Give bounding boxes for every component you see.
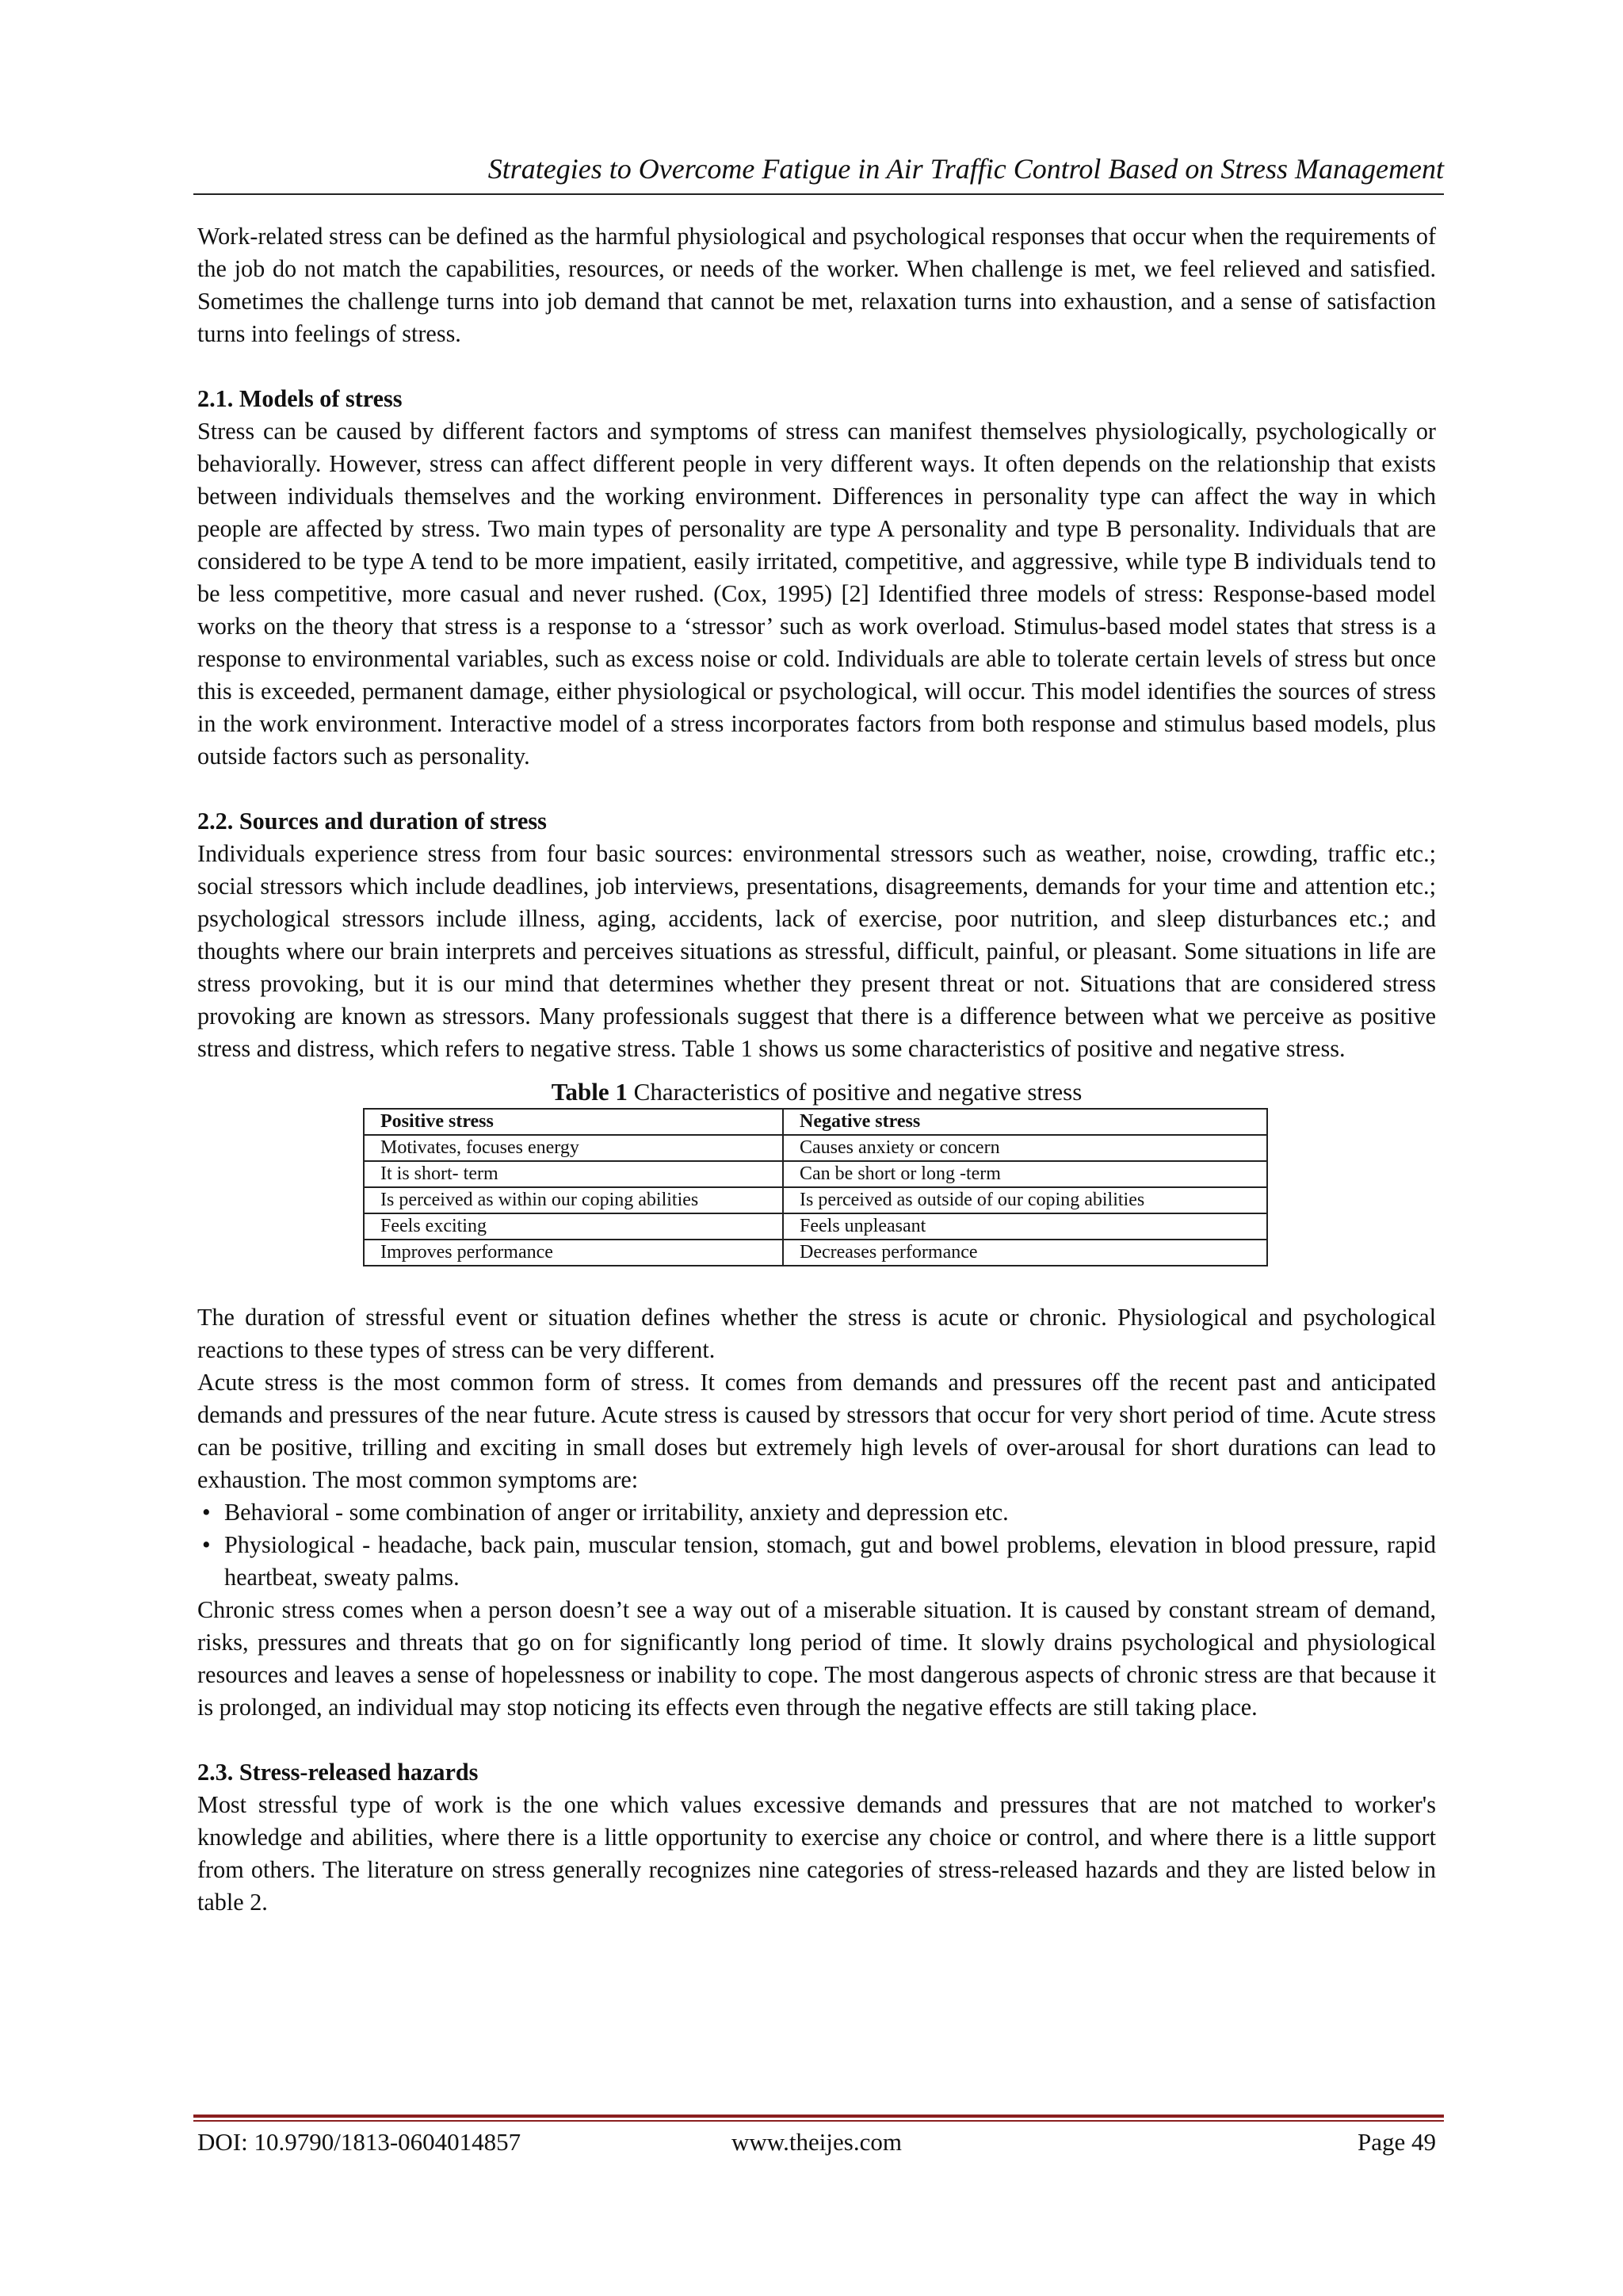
- section-heading-2-3: 2.3. Stress-released hazards: [197, 1759, 479, 1786]
- footer-website-link[interactable]: www.theijes.com: [731, 2128, 902, 2156]
- table-cell: Motivates, focuses energy: [364, 1135, 783, 1161]
- table-1: [363, 1108, 1268, 1266]
- paragraph-sources-of-stress: Individuals experience stress from four basic sources: environmental stressors such as weather, noise, crowding, traffic etc.; social stressors which include deadlines, job interviews, presentations, disagreements, demands for your time and attention etc.; psychological stressors include illness, aging, accidents, lack of exercise, poor nutrition, and sleep disturbances etc.; and thoughts where our brain interprets and perceives situations as stressful, difficult, painful, or pleasant. Some situations in life are stress provoking, but it is our mind that determines whether they present threat or not. Situations that are considered stress provoking are known as stressors. Many professionals suggest that there is a difference between what we perceive as positive stress and distress, which refers to negative stress. Table 1 shows us some characteristics of positive and negative stress.: [197, 840, 1436, 1062]
- table-row: [364, 1187, 1267, 1213]
- article-body: [197, 220, 1436, 1919]
- list-item-text: Physiological - headache, back pain, muscular tension, stomach, gut and bowel problems, elevation in blood pressure, rapid heartbeat, sweaty palms.: [224, 1531, 1436, 1591]
- header-rule: [193, 193, 1444, 195]
- table-cell: Can be short or long -term: [783, 1161, 1267, 1187]
- running-header: Strategies to Overcome Fatigue in Air Traffic Control Based on Stress Management: [487, 153, 1444, 185]
- paragraph-acute-stress: Acute stress is the most common form of stress. It comes from demands and pressures off the recent past and anticipated demands and pressures of the near future. Acute stress is caused by stressors that occur for very short period of time. Acute stress can be positive, trilling and exciting in small doses but extremely high levels of over-arousal for short durations can lead to exhaustion. The most common symptoms are:: [197, 1369, 1436, 1493]
- table-1-caption-text: Characteristics of positive and negative stress: [627, 1078, 1083, 1106]
- list-item: [197, 1496, 1436, 1529]
- footer-doi: DOI: 10.9790/1813-0604014857: [197, 2128, 521, 2156]
- table-cell: Is perceived as outside of our coping abilities: [783, 1187, 1267, 1213]
- table-cell: It is short- term: [364, 1161, 783, 1187]
- table-cell: Causes anxiety or concern: [783, 1135, 1267, 1161]
- table-header-row: [364, 1109, 1267, 1135]
- section-heading-2-1: 2.1. Models of stress: [197, 385, 403, 412]
- section-heading-2-2: 2.2. Sources and duration of stress: [197, 808, 547, 835]
- footer-rule: [193, 2115, 1444, 2118]
- table-row: [364, 1161, 1267, 1187]
- bullet-icon: •: [202, 1531, 211, 1558]
- footer-rule-thin: [193, 2120, 1444, 2122]
- paragraph-chronic-stress: Chronic stress comes when a person doesn’t see a way out of a miserable situation. It is caused by constant stream of demand, risks, pressures and threats that go on for significantly long period of time. It slowly drains psychological and physiological resources and leaves a sense of hopelessness or inability to cope. The most dangerous aspects of chronic stress are that because it is prolonged, an individual may stop noticing its effects even through the negative effects are still taking place.: [197, 1596, 1436, 1721]
- table-header-positive: Positive stress: [364, 1109, 783, 1135]
- paragraph-stress-hazards: Most stressful type of work is the one which values excessive demands and pressures that are not matched to worker's knowledge and abilities, where there is a little opportunity to exercise any choice or control, and where there is a little support from others. The literature on stress generally recognizes nine categories of stress-released hazards and they are listed below in table 2.: [197, 1791, 1436, 1916]
- paragraph-models-of-stress: Stress can be caused by different factors and symptoms of stress can manifest themselves physiologically, psychologically or behaviorally. However, stress can affect different people in very different ways. It often depends on the relationship that exists between individuals themselves and the working environment. Differences in personality type can affect the way in which people are affected by stress. Two main types of personality are type A personality and type B personality. Individuals that are considered to be type A tend to be more impatient, easily irritated, competitive, and aggressive, while type B individuals tend to be less competitive, more casual and never rushed. (Cox, 1995) [2] Identified three models of stress: Response-based model works on the theory that stress is a response to a ‘stressor’ such as work overload. Stimulus-based model states that stress is a response to environmental variables, such as excess noise or cold. Individuals are able to tolerate certain levels of stress but once this is exceeded, permanent damage, either physiological or psychological, will occur. This model identifies the sources of stress in the work environment. Interactive model of a stress incorporates factors from both response and stimulus based models, plus outside factors such as personality.: [197, 418, 1436, 770]
- table-cell: Decreases performance: [783, 1240, 1267, 1266]
- table-1-caption-label: Table 1: [551, 1078, 628, 1106]
- paragraph-duration-of-stress: The duration of stressful event or situation defines whether the stress is acute or chronic. Physiological and psychological reactions to these types of stress can be very different.: [197, 1304, 1436, 1363]
- table-header-negative: Negative stress: [783, 1109, 1267, 1135]
- page-footer: [197, 2124, 1436, 2160]
- table-row: [364, 1240, 1267, 1266]
- intro-paragraph: Work-related stress can be defined as the harmful physiological and psychological responses that occur when the requirements of the job do not match the capabilities, resources, or needs of the worker. When challenge is met, we feel relieved and satisfied. Sometimes the challenge turns into job demand that cannot be met, relaxation turns into exhaustion, and a sense of satisfaction turns into feelings of stress.: [197, 223, 1436, 347]
- table-row: [364, 1213, 1267, 1240]
- list-item: [197, 1529, 1436, 1594]
- table-cell: Improves performance: [364, 1240, 783, 1266]
- symptom-list: [197, 1496, 1436, 1594]
- footer-page-number: Page 49: [1357, 2128, 1436, 2156]
- table-1-caption: [197, 1076, 1436, 1108]
- table-row: [364, 1135, 1267, 1161]
- list-item-text: Behavioral - some combination of anger or irritability, anxiety and depression etc.: [224, 1499, 1009, 1526]
- table-cell: Feels exciting: [364, 1213, 783, 1240]
- table-cell: Is perceived as within our coping abilities: [364, 1187, 783, 1213]
- table-cell: Feels unpleasant: [783, 1213, 1267, 1240]
- bullet-icon: •: [202, 1499, 211, 1526]
